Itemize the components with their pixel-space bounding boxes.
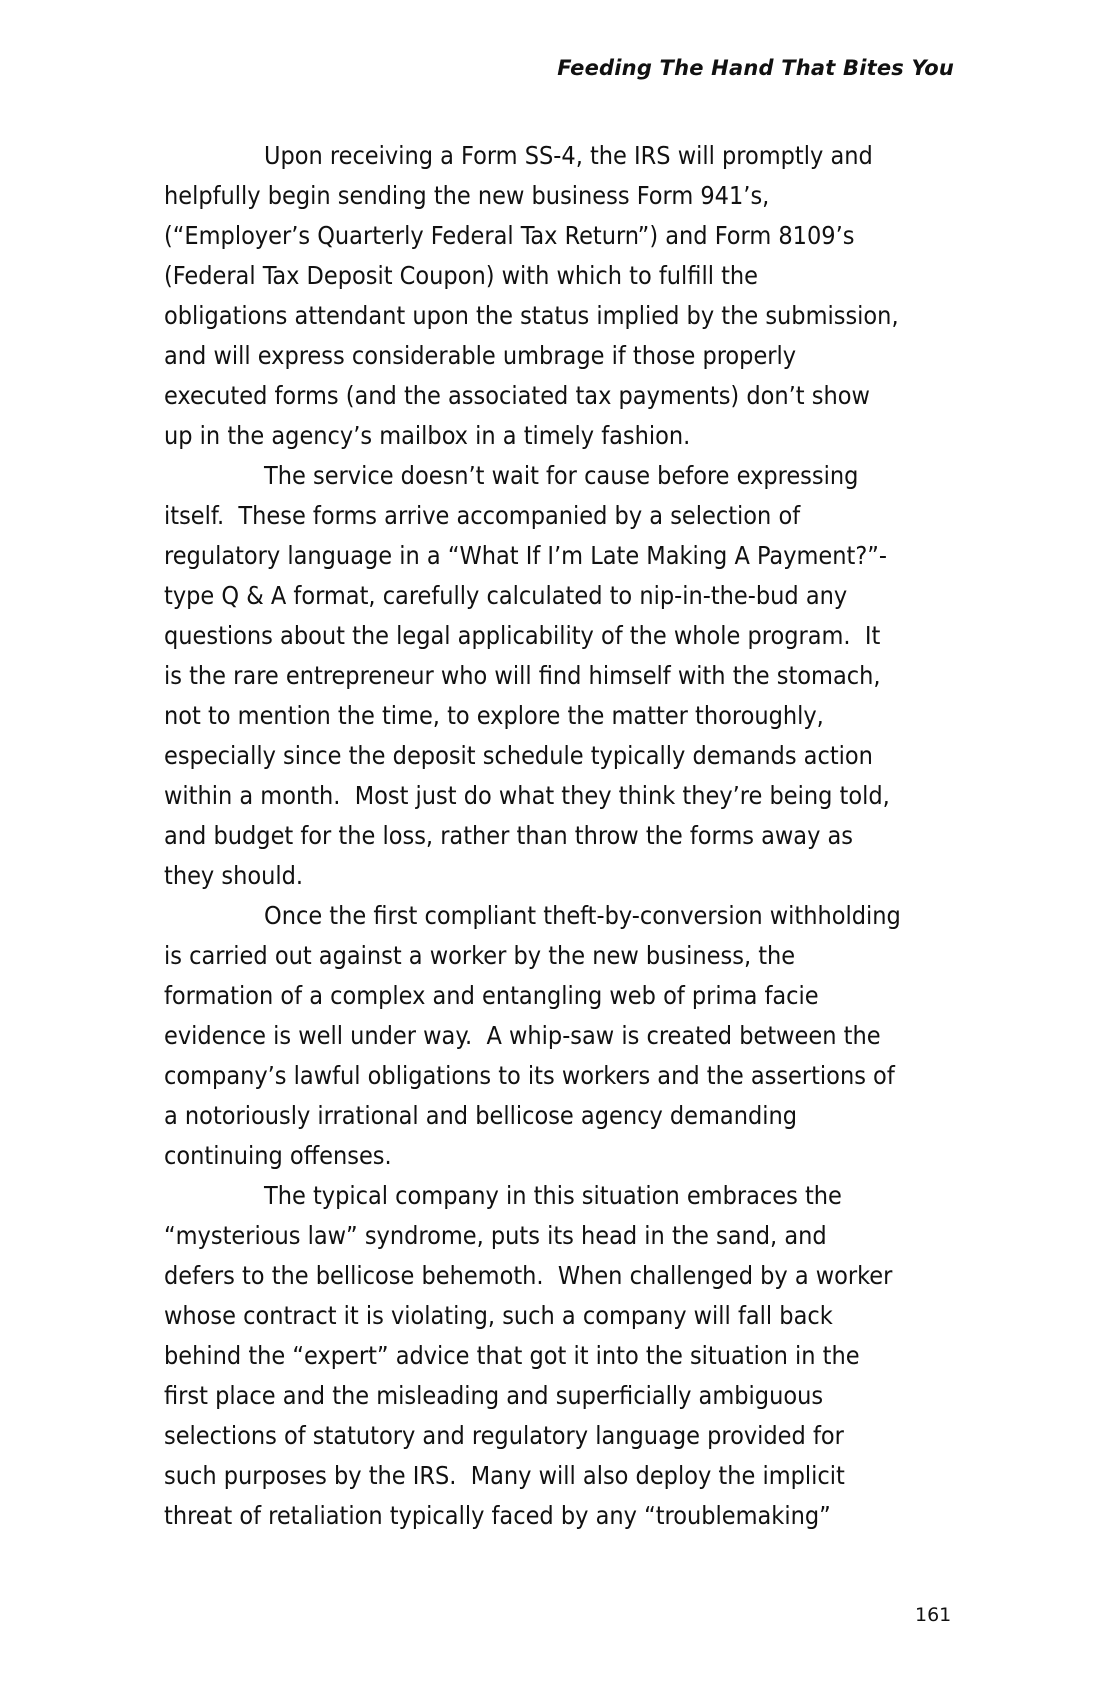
text-line: and budget for the loss, rather than throw the forms away as — [164, 821, 854, 850]
text-line: not to mention the time, to explore the matter thoroughly, — [164, 701, 824, 730]
text-line: they should. — [164, 861, 304, 890]
text-line: obligations attendant upon the status implied by the submission, — [164, 301, 899, 330]
text-line: (“Employer’s Quarterly Federal Tax Return”) and Form 8109’s — [164, 221, 855, 250]
text-line: defers to the bellicose behemoth. When challenged by a worker — [164, 1261, 893, 1290]
paragraph-3 — [164, 896, 964, 1176]
text-line: executed forms (and the associated tax payments) don’t show — [164, 381, 870, 410]
page-number: 161 — [915, 1604, 952, 1626]
text-line: whose contract it is violating, such a company will fall back — [164, 1301, 833, 1330]
text-line: and will express considerable umbrage if those properly — [164, 341, 797, 370]
text-line: up in the agency’s mailbox in a timely fashion. — [164, 421, 691, 450]
text-line: questions about the legal applicability of the whole program. It — [164, 621, 881, 650]
text-line: itself. These forms arrive accompanied by a selection of — [164, 501, 801, 530]
running-header: Feeding The Hand That Bites You — [557, 56, 954, 80]
text-line: The typical company in this situation embraces the — [264, 1181, 842, 1210]
text-line: company’s lawful obligations to its workers and the assertions of — [164, 1061, 895, 1090]
text-line: such purposes by the IRS. Many will also deploy the implicit — [164, 1461, 845, 1490]
text-line: The service doesn’t wait for cause before expressing — [264, 461, 859, 490]
text-line: (Federal Tax Deposit Coupon) with which to fulfill the — [164, 261, 759, 290]
paragraph-2 — [164, 456, 964, 896]
text-line: within a month. Most just do what they think they’re being told, — [164, 781, 890, 810]
text-line: type Q & A format, carefully calculated to nip-in-the-bud any — [164, 581, 848, 610]
text-line: helpfully begin sending the new business Form 941’s, — [164, 181, 770, 210]
text-line: is carried out against a worker by the new business, the — [164, 941, 796, 970]
text-line: behind the “expert” advice that got it into the situation in the — [164, 1341, 860, 1370]
text-line: “mysterious law” syndrome, puts its head in the sand, and — [164, 1221, 827, 1250]
text-line: continuing offenses. — [164, 1141, 392, 1170]
text-line: first place and the misleading and superficially ambiguous — [164, 1381, 824, 1410]
text-line: threat of retaliation typically faced by any “troublemaking” — [164, 1501, 831, 1530]
text-line: Upon receiving a Form SS-4, the IRS will promptly and — [264, 141, 873, 170]
paragraph-1 — [164, 136, 964, 456]
text-line: evidence is well under way. A whip-saw is created between the — [164, 1021, 881, 1050]
paragraph-4 — [164, 1176, 964, 1536]
text-line: formation of a complex and entangling web of prima facie — [164, 981, 819, 1010]
text-line: especially since the deposit schedule typically demands action — [164, 741, 873, 770]
text-line: Once the first compliant theft-by-conversion withholding — [264, 901, 901, 930]
text-line: is the rare entrepreneur who will find himself with the stomach, — [164, 661, 881, 690]
body-text — [164, 136, 964, 1536]
text-line: selections of statutory and regulatory language provided for — [164, 1421, 844, 1450]
text-line: regulatory language in a “What If I’m Late Making A Payment?”- — [164, 541, 888, 570]
text-line: a notoriously irrational and bellicose agency demanding — [164, 1101, 798, 1130]
